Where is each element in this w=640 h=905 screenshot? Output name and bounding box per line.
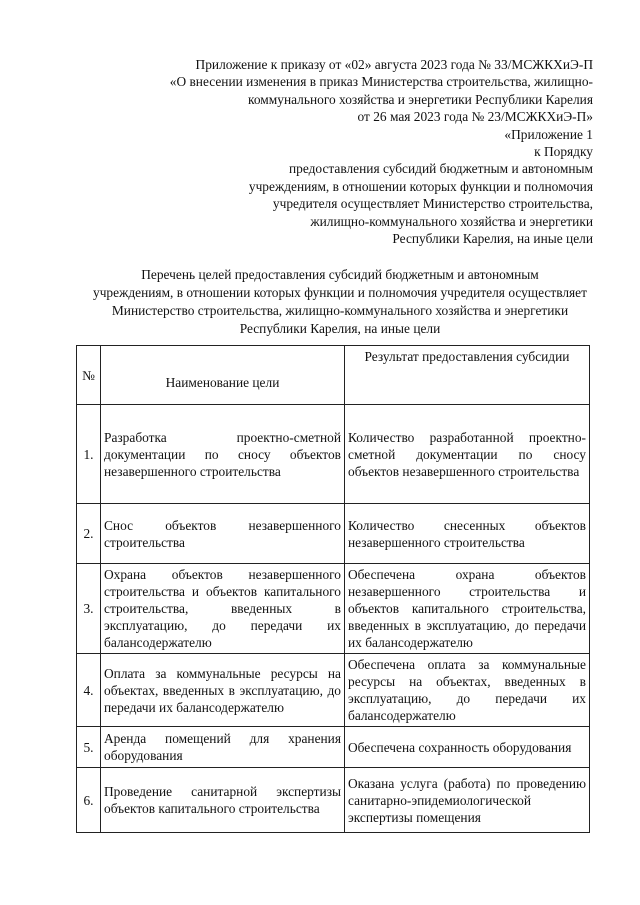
header-line: коммунального хозяйства и энергетики Республики Карелия	[248, 91, 593, 107]
header-line: «Приложение 1	[504, 126, 593, 142]
row-number: 5.	[77, 727, 101, 768]
header-line: предоставления субсидий бюджетным и автономным	[288, 161, 593, 177]
table-row	[77, 564, 590, 654]
table-header-row	[77, 346, 590, 405]
row-result: Обеспечена оплата за коммунальные ресурсы на объектах, введенных в эксплуатацию, до передачи их балансодержателю	[345, 654, 590, 727]
title-line: Министерство строительства, жилищно-коммунального хозяйства и энергетики	[111, 303, 569, 318]
row-goal: Аренда помещений для хранения оборудования	[101, 727, 345, 768]
row-result: Оказана услуга (работа) по проведению санитарно-эпидемиологической экспертизы помещения	[345, 768, 590, 833]
title-line: учреждениям, в отношении которых функции и полномочия учредителя осуществляет	[93, 285, 587, 300]
title-line: Перечень целей предоставления субсидий бюджетным и автономным	[141, 267, 539, 282]
header-line: «О внесении изменения в приказ Министерства строительства, жилищно-	[169, 74, 593, 90]
row-result: Обеспечена охрана объектов незавершенного строительства и объектов капитального строительства, введенных в эксплуатацию, до передачи их балансодержателю	[345, 564, 590, 654]
document-title	[60, 266, 620, 338]
header-line: от 26 мая 2023 года № 23/МСЖКХиЭ-П»	[357, 109, 593, 125]
goals-table	[76, 345, 590, 833]
row-goal: Разработка проектно-сметной документации по сносу объектов незавершенного строительства	[101, 405, 345, 504]
header-goal: Наименование цели	[101, 346, 345, 405]
row-number: 2.	[77, 504, 101, 564]
header-number: №	[77, 346, 101, 405]
row-result: Количество разработанной проектно-сметной документации по сносу объектов незавершенного строительства	[345, 405, 590, 504]
document-header	[113, 56, 593, 247]
row-goal: Оплата за коммунальные ресурсы на объектах, введенных в эксплуатацию, до передачи их балансодержателю	[101, 654, 345, 727]
table-row	[77, 768, 590, 833]
table-row	[77, 405, 590, 504]
title-line: Республики Карелия, на иные цели	[239, 321, 441, 336]
header-line: жилищно-коммунального хозяйства и энергетики	[310, 213, 593, 229]
row-result: Количество снесенных объектов незавершенного строительства	[345, 504, 590, 564]
header-line: учредителя осуществляет Министерство строительства,	[272, 196, 593, 212]
table-row	[77, 654, 590, 727]
row-number: 1.	[77, 405, 101, 504]
header-line: учреждениям, в отношении которых функции и полномочия	[248, 178, 593, 194]
row-result: Обеспечена сохранность оборудования	[345, 727, 590, 768]
header-line: Приложение к приказу от «02» августа 2023 года № 33/МСЖКХиЭ-П	[195, 57, 593, 72]
header-line: Республики Карелия, на иные цели	[392, 231, 593, 247]
header-line: к Порядку	[534, 144, 593, 160]
row-goal: Снос объектов незавершенного строительства	[101, 504, 345, 564]
row-number: 6.	[77, 768, 101, 833]
row-goal: Охрана объектов незавершенного строительства и объектов капитального строительства, введенных в эксплуатацию, до передачи их балансодержателю	[101, 564, 345, 654]
header-result: Результат предоставления субсидии	[345, 346, 590, 405]
table-row	[77, 504, 590, 564]
table-row	[77, 727, 590, 768]
row-number: 3.	[77, 564, 101, 654]
row-goal: Проведение санитарной экспертизы объектов капитального строительства	[101, 768, 345, 833]
row-number: 4.	[77, 654, 101, 727]
